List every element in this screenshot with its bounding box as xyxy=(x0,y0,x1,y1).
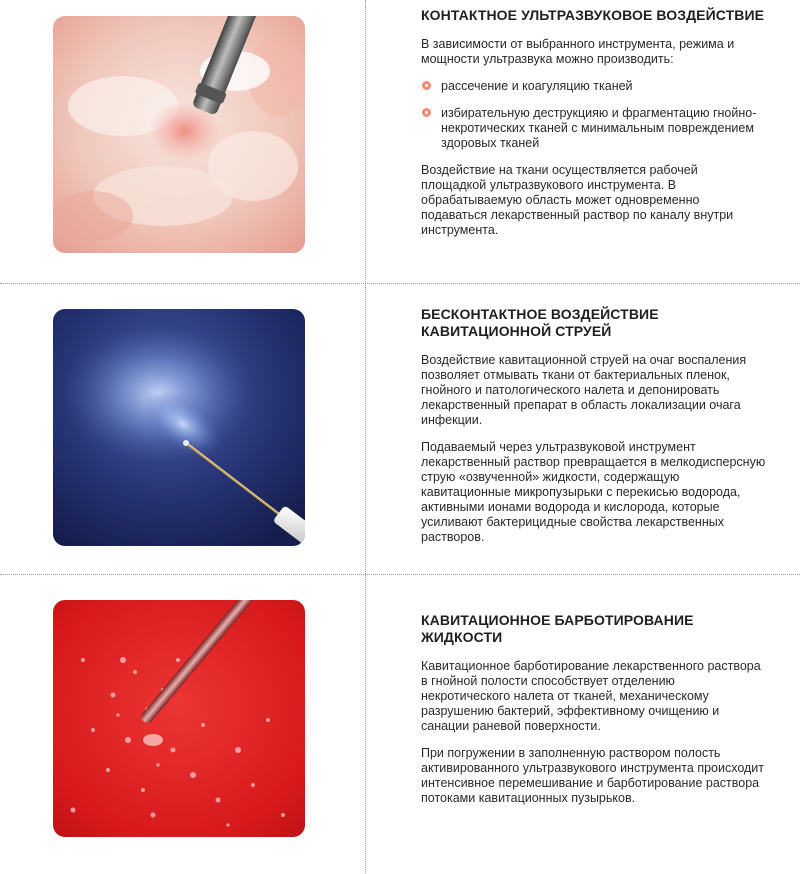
bullet-icon xyxy=(422,81,431,90)
section-paragraph: При погружении в заполненную раствором полость активированного ультразвукового инструмента происходит интенсивное перемешивание и барботирование раствора потоками кавитационных пузырьков. xyxy=(421,746,765,805)
tissue-contact-photo xyxy=(53,16,305,253)
barbotage-photo xyxy=(53,600,305,837)
vertical-divider xyxy=(365,0,366,874)
section-title: КАВИТАЦИОННОЕ БАРБОТИРОВАНИЕ ЖИДКОСТИ xyxy=(421,612,694,645)
bullet-icon xyxy=(422,108,431,117)
section-title: КОНТАКТНОЕ УЛЬТРАЗВУКОВОЕ ВОЗДЕЙСТВИЕ xyxy=(421,7,765,23)
section-contact xyxy=(421,7,766,250)
section-divider xyxy=(0,283,800,284)
list-item: избирательную деструкцияю и фрагментацию гнойно-некротических тканей с минимальным повреждением здоровых тканей xyxy=(421,106,766,151)
section-title: БЕСКОНТАКТНОЕ ВОЗДЕЙСТВИЕ КАВИТАЦИОННОЙ СТРУЕЙ xyxy=(421,306,659,339)
list-item: рассечение и коагуляцию тканей xyxy=(421,79,766,94)
section-barbotage xyxy=(421,612,766,818)
section-jet xyxy=(421,306,766,557)
section-paragraph: Кавитационное барботирование лекарственного раствора в гнойной полости способствует отделению некротического налета от тканей, механическому разрушению бактерий, эффективному очищению и санации раневой поверхности. xyxy=(421,659,761,733)
section-paragraph: Подаваемый через ультразвуковой инструмент лекарственный раствор превращается в мелкодисперсную струю «озвученной» жидкости, содержащую кавитационные микропузырьки с перекисью водорода, активными ионами водорода и кислорода, которые усиливают бактерицидные свойства лекарственных растворов. xyxy=(421,440,766,544)
section-divider xyxy=(0,574,800,575)
section-paragraph: Воздействие кавитационной струей на очаг воспаления позволяет отмывать ткани от бактериальных пленок, гнойного и патологического налета и депонировать лекарственный препарат в область локализации очага инфекции. xyxy=(421,353,747,427)
cavitation-jet-photo xyxy=(53,309,305,546)
bullet-list xyxy=(421,79,766,151)
section-paragraph: Воздействие на ткани осуществляется рабочей площадкой ультразвукового инструмента. В обрабатываемую область может одновременно подаваться лекарственный раствор по каналу внутри инструмента. xyxy=(421,163,734,237)
section-intro: В зависимости от выбранного инструмента, режима и мощности ультразвука можно производить: xyxy=(421,37,735,66)
